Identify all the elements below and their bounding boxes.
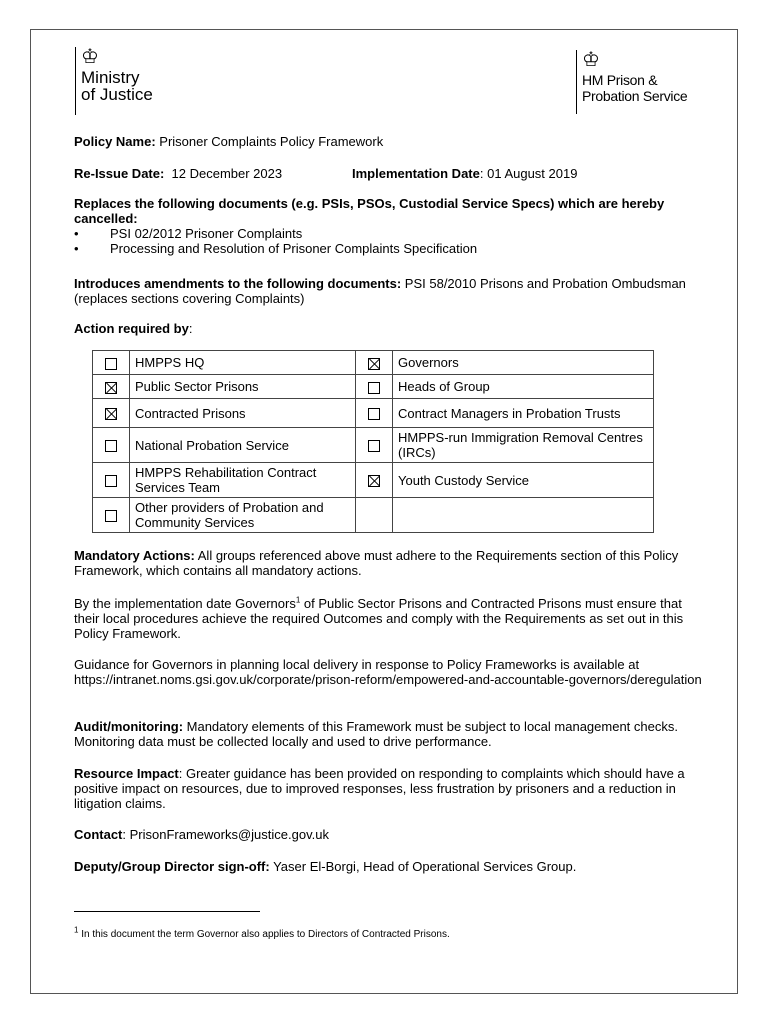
label-public-sector-prisons: Public Sector Prisons [130, 375, 356, 399]
checkbox-contract-managers[interactable] [368, 408, 380, 420]
action-required-table [92, 350, 654, 533]
moj-logo-line2: of Justice [81, 85, 153, 104]
moj-logo-line1: Ministry [81, 68, 140, 87]
policy-name-value: Prisoner Complaints Policy Framework [155, 134, 384, 149]
label-contract-managers: Contract Managers in Probation Trusts [393, 399, 654, 428]
signoff: Deputy/Group Director sign-off: Yaser El-Borgi, Head of Operational Services Group. [74, 859, 577, 874]
list-item: • Processing and Resolution of Prisoner Complaints Specification [74, 241, 704, 256]
reissue-date-label: Re-Issue Date: [74, 166, 165, 181]
label-other-providers: Other providers of Probation and Community Services [130, 498, 356, 533]
table-row [93, 428, 654, 463]
policy-name-label: Policy Name: [74, 134, 156, 149]
introduces-value: PSI 58/2010 Prisons and Probation Ombudsman (replaces sections covering Complaints) [74, 276, 686, 306]
contact: Contact: PrisonFrameworks@justice.gov.uk [74, 827, 329, 842]
implementation-date-value: : 01 August 2019 [479, 166, 578, 181]
hmpps-logo-line2: Probation Service [582, 88, 688, 104]
dates-line [74, 166, 704, 181]
mandatory-actions: Mandatory Actions: All groups referenced above must adhere to the Requirements section of this Policy Framework, which contains all mandatory actions. [74, 548, 679, 578]
replaces-list [74, 226, 704, 256]
table-row [93, 399, 654, 428]
policy-name [74, 134, 704, 149]
table-row [93, 463, 654, 498]
introduces-amendments [74, 276, 704, 306]
checkbox-contracted-prisons[interactable] [105, 408, 117, 420]
footnote-divider [74, 911, 260, 912]
label-ircs: HMPPS-run Immigration Removal Centres (IRCs) [393, 428, 654, 463]
label-youth-custody-service: Youth Custody Service [393, 463, 654, 498]
label-rehabilitation-team: HMPPS Rehabilitation Contract Services Team [130, 463, 356, 498]
label-contracted-prisons: Contracted Prisons [130, 399, 356, 428]
checkbox-governors[interactable] [368, 358, 380, 370]
label-governors: Governors [393, 351, 654, 375]
royal-crest-icon: ♔ [81, 46, 99, 68]
footnote-ref: 1 [295, 595, 301, 605]
checkbox-heads-of-group[interactable] [368, 382, 380, 394]
checkbox-public-sector-prisons[interactable] [105, 382, 117, 394]
replaces-section [74, 196, 704, 256]
table-row [93, 351, 654, 375]
checkbox-ircs[interactable] [368, 440, 380, 452]
checkbox-youth-custody-service[interactable] [368, 475, 380, 487]
resource-impact: Resource Impact: Greater guidance has been provided on responding to complaints which should have a positive impact on resources, due to improved responses, less frustration by prisoners and a reduction in litigation claims. [74, 766, 685, 811]
implementation-date-label: Implementation Date [352, 166, 480, 181]
label-heads-of-group: Heads of Group [393, 375, 654, 399]
checkbox-other-providers[interactable] [105, 510, 117, 522]
introduces-label: Introduces amendments to the following documents: [74, 276, 402, 291]
hmpps-logo-line1: HM Prison & [582, 72, 658, 88]
label-hmpps-hq: HMPPS HQ [130, 351, 356, 375]
implementation-paragraph: By the implementation date Governors$^1$ of Public Sector Prisons and Contracted Prisons must ensure that their local procedures achieve the required Outcomes and comply with the Requirements as set out in this Policy Framework. [74, 595, 684, 641]
table-row [93, 375, 654, 399]
audit-monitoring: Audit/monitoring: Mandatory elements of this Framework must be subject to local management checks. Monitoring data must be collected locally and used to drive performance. [74, 719, 678, 749]
replaces-heading: Replaces the following documents (e.g. PSIs, PSOs, Custodial Service Specs) which are hereby cancelled: [74, 196, 665, 226]
checkbox-national-probation-service[interactable] [105, 440, 117, 452]
royal-crest-icon: ♔ [582, 49, 600, 71]
checkbox-rehabilitation-team[interactable] [105, 475, 117, 487]
footnote: $^1$ In this document the term Governor also applies to Directors of Contracted Prisons. [74, 925, 450, 940]
list-item: • PSI 02/2012 Prisoner Complaints [74, 226, 704, 241]
document-page [30, 29, 738, 994]
hmpps-logo [576, 50, 687, 114]
checkbox-hmpps-hq[interactable] [105, 358, 117, 370]
guidance-paragraph: Guidance for Governors in planning local delivery in response to Policy Frameworks is available at https://intranet.noms.gsi.gov.uk/corporate/prison-reform/empowered-and-accountable-governors/deregulation [74, 657, 702, 687]
action-required-heading: Action required by: [74, 321, 193, 336]
table-row [93, 498, 654, 533]
reissue-date-value: 12 December 2023 [164, 166, 283, 181]
label-national-probation-service: National Probation Service [130, 428, 356, 463]
moj-logo [75, 47, 153, 115]
